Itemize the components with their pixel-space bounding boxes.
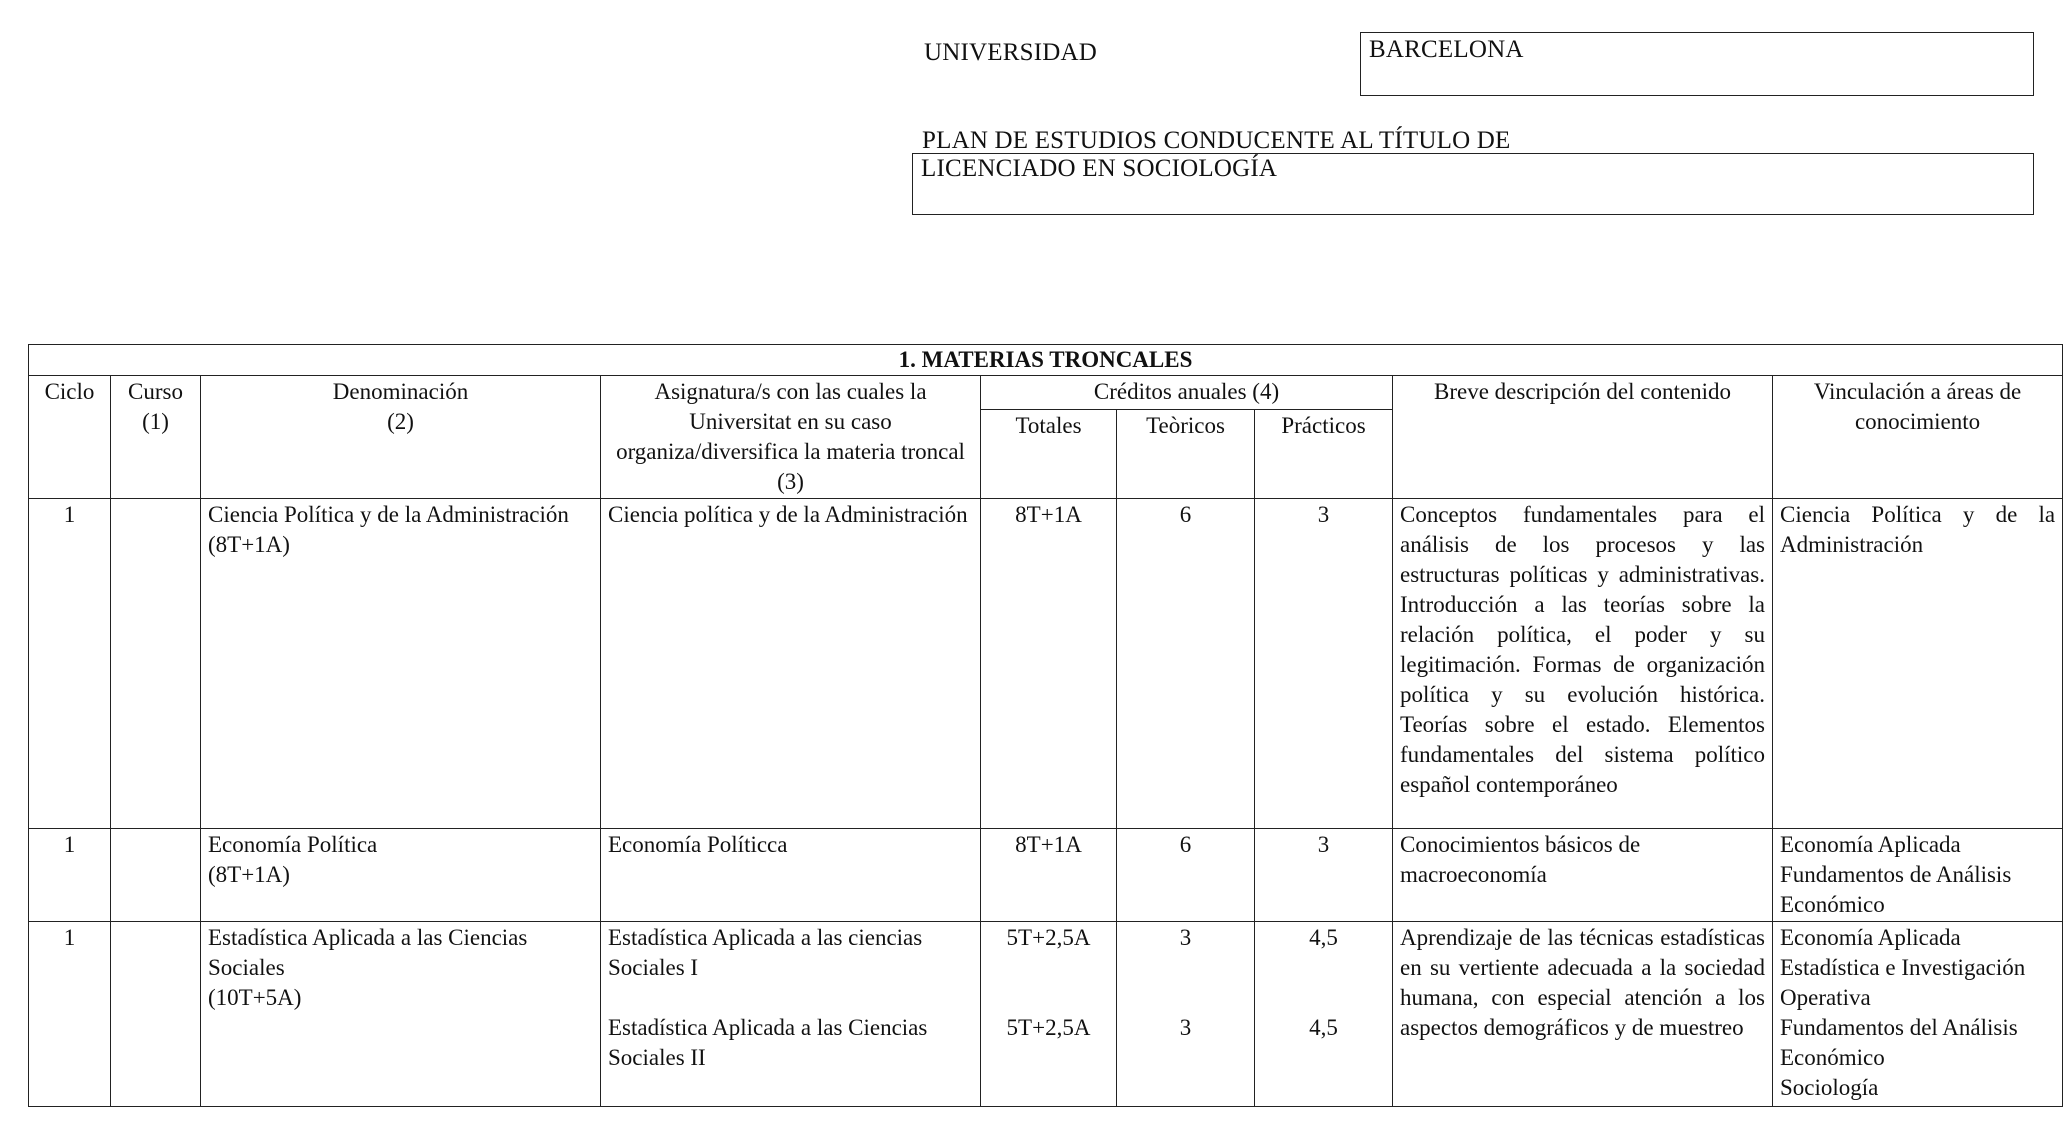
table-row — [29, 829, 2063, 922]
curso-cell — [111, 922, 201, 1107]
denominacion-cell — [201, 499, 601, 829]
ciclo-cell: 1 — [29, 499, 111, 829]
practicos-cell: 3 — [1255, 499, 1393, 829]
teoricos-cell: 6 — [1117, 499, 1255, 829]
teoricos-cell — [1117, 922, 1255, 1107]
header-ciclo: Ciclo — [29, 376, 111, 499]
vinculacion-area: Estadística e Investigación Operativa — [1780, 955, 2026, 1010]
header-descripcion: Breve descripción del contenido — [1393, 376, 1773, 499]
descripcion-cell: Conceptos fundamentales para el análisis de los procesos y las estructuras políticas y administrativas. Introducción a las teorías sobre la relación política, el poder y su legitimación. Formas de organización política y su evolución histórica. Teorías sobre el estado. Elementos fundamentales del sistema político español contemporáneo — [1393, 499, 1773, 829]
totales-cell — [981, 922, 1117, 1107]
universidad-value: BARCELONA — [1369, 36, 1524, 63]
practicos-cell: 3 — [1255, 829, 1393, 922]
vinculacion-cell — [1773, 922, 2063, 1107]
header-curso-label: Curso — [128, 379, 183, 404]
denominacion-name: Ciencia Política y de la Administración — [208, 502, 569, 527]
vinculacion-area: Sociología — [1780, 1075, 1879, 1100]
asignatura-cell — [601, 922, 981, 1107]
vinculacion-area: Fundamentos de Análisis Económico — [1780, 862, 2012, 917]
vinculacion-cell — [1773, 829, 2063, 922]
materias-troncales-table — [28, 344, 2063, 1107]
header-teoricos: Teòricos — [1117, 409, 1255, 498]
titulo-field — [912, 153, 2034, 215]
header-curso-note: (1) — [142, 409, 169, 434]
descripcion-cell: Aprendizaje de las técnicas estadísticas en su vertiente adecuada a la sociedad humana, con especial atención a los aspectos demográficos y de muestreo — [1393, 922, 1773, 1107]
vinculacion-area: Economía Aplicada — [1780, 832, 1961, 857]
practicos-cell — [1255, 922, 1393, 1107]
denominacion-name: Economía Política — [208, 832, 378, 857]
header-denominacion-note: (2) — [387, 409, 414, 434]
teoricos-value: 3 — [1179, 1015, 1192, 1040]
asignatura-cell: Economía Políticca — [601, 829, 981, 922]
practicos-value: 4,5 — [1309, 925, 1338, 950]
vinculacion-area: Economía Aplicada — [1780, 925, 1961, 950]
ciclo-cell: 1 — [29, 829, 111, 922]
teoricos-cell: 6 — [1117, 829, 1255, 922]
totales-value: 5T+2,5A — [1006, 925, 1091, 950]
denominacion-name: Estadística Aplicada a las Ciencias Sociales — [208, 925, 528, 980]
universidad-field — [1360, 32, 2034, 96]
asignatura-name: Estadística Aplicada a las ciencias Sociales I — [608, 925, 923, 980]
header-totales: Totales — [981, 409, 1117, 498]
asignatura-name: Estadística Aplicada a las Ciencias Sociales II — [608, 1015, 928, 1070]
header-curso — [111, 376, 201, 499]
descripcion-cell: Conocimientos básicos de macroeconomía — [1393, 829, 1773, 922]
universidad-label: UNIVERSIDAD — [924, 39, 1098, 66]
table-row — [29, 499, 2063, 829]
denominacion-credits: (10T+5A) — [208, 985, 302, 1010]
denominacion-cell — [201, 922, 601, 1107]
totales-cell: 8T+1A — [981, 499, 1117, 829]
vinculacion-area: Fundamentos del Análisis Económico — [1780, 1015, 2018, 1070]
denominacion-credits: (8T+1A) — [208, 532, 290, 557]
denominacion-cell — [201, 829, 601, 922]
plan-label: PLAN DE ESTUDIOS CONDUCENTE AL TÍTULO DE — [922, 127, 1511, 154]
titulo-value: LICENCIADO EN SOCIOLOGÍA — [921, 155, 1278, 182]
vinculacion-cell — [1773, 499, 2063, 829]
header-vinculacion: Vinculación a áreas de conocimiento — [1773, 376, 2063, 499]
header-denominacion — [201, 376, 601, 499]
teoricos-value: 3 — [1179, 925, 1192, 950]
header-asignatura: Asignatura/s con las cuales la Universitat en su caso organiza/diversifica la materia troncal (3) — [601, 376, 981, 499]
curso-cell — [111, 829, 201, 922]
asignatura-cell: Ciencia política y de la Administración — [601, 499, 981, 829]
header-practicos: Prácticos — [1255, 409, 1393, 498]
header-denominacion-label: Denominación — [332, 379, 469, 404]
practicos-value: 4,5 — [1309, 1015, 1338, 1040]
table-row — [29, 922, 2063, 1107]
curso-cell — [111, 499, 201, 829]
denominacion-credits: (8T+1A) — [208, 862, 290, 887]
vinculacion-area: Ciencia Política y de la Administración — [1780, 502, 2056, 557]
ciclo-cell: 1 — [29, 922, 111, 1107]
totales-value: 5T+2,5A — [1006, 1015, 1091, 1040]
header-creditos: Créditos anuales (4) — [981, 376, 1393, 410]
totales-cell: 8T+1A — [981, 829, 1117, 922]
table-title: 1. MATERIAS TRONCALES — [29, 345, 2063, 376]
